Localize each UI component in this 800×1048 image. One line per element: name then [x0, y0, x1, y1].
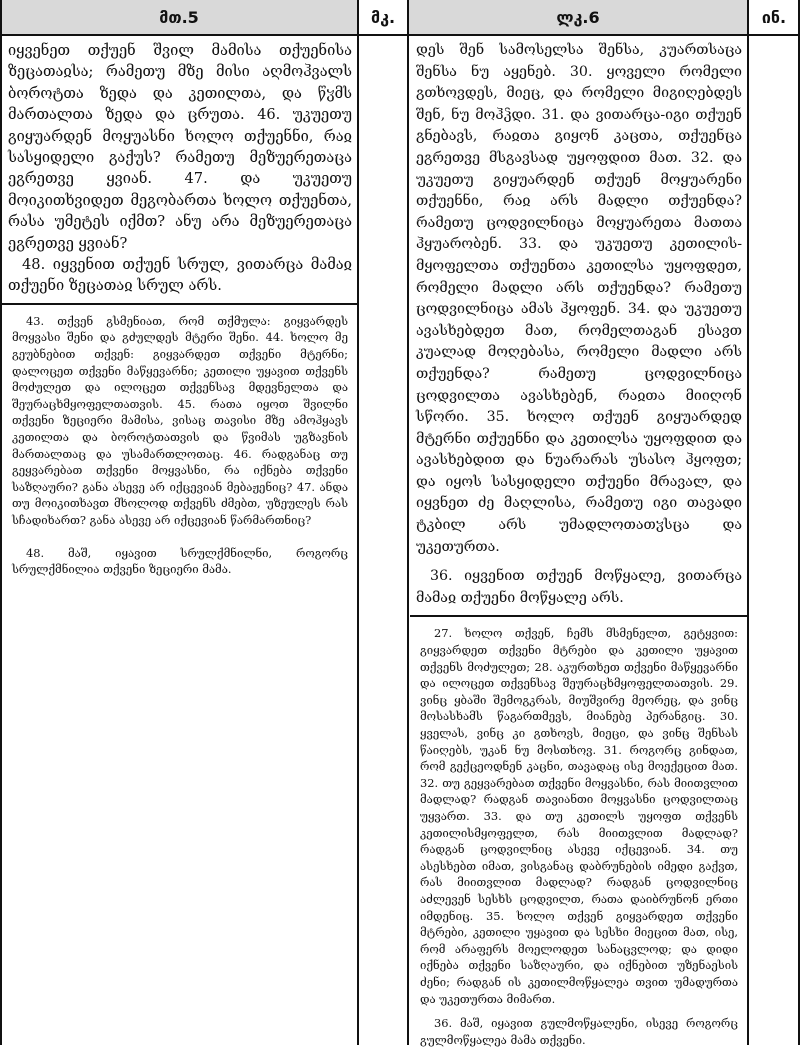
- matthew-column: [2, 36, 358, 578]
- left-column-reference: მკ.: [370, 7, 396, 27]
- matthew-old-verse-48: 48. იყვენით თქუენ სრულ, ვითარცა მამაჲ თქუენი ზეცათაჲ სრულ არს.: [8, 256, 352, 295]
- column-divider-2: [407, 0, 409, 1045]
- left-column-title: მთ.5: [0, 0, 358, 34]
- matthew-old-text: იყვენეთ თქუენ შვილ მამისა თქუენისა ზეცათაჲსა; რამეთუ მზე მისი აღმოჰვალს ბოროტთა ზედა და კეთილთა, და წჳმს მართალთა ზედა და ცრუთა. 46. უკუეთუ გიყუარდენ მოყუასნი ხოლო თქუენნი, რაჲ სასყიდელი გაქუს? რამეთუ მეზუერეთაცა ეგრეთვე ყვიან. 47. და უკუეთუ მოიკითხვიდეთ მეგობართა ხოლო თქუენთა, რასა უმეტეს იქმთ? ანუ არა მეზუერეთაცა ეგრეთვე ყვიან?: [8, 42, 352, 252]
- right-column-reference: ინ.: [761, 7, 787, 27]
- matthew-section-rule: [2, 303, 358, 305]
- column-header-row: [0, 0, 800, 36]
- luke-old-verse-36: 36. იყვენით თქუენ მოწყალე, ვითარცა მამაჲ თქუენი მოწყალე არს.: [416, 568, 742, 606]
- luke-modern-text: 27. ხოლო თქვენ, ჩემს მსმენელთ, გეტყვით: გიყვარდეთ თქვენი მტრები და კეთილი უყავით თქვენს მოძულეთ; 28. აკურთხეთ თქვენი მაწყევარნი და ილოცეთ თქვენსავ შეურაცხმყოფელთათვის. 29. ვინც ყბაში შემოგკრას, მიუშვირე მეორეც, და ვინც მოსასხამს წაგართმევს, მიანებე პერანგიც. 30. ყველას, ვინც კი გთხოვს, მიეცი, და ვინც შენსას წაიღებს, უკან ნუ მოსთხოვ. 31. როგორც გინდათ, რომ გექცეოდნენ კაცნი, თავადაც ისე მოექეცით მათ. 32. თუ გეყვარებათ თქვენი მოყვასნი, რას მიითვლით მადლად? რადგან თავიანთი მოყვასნი ცოდვილთაც უყვართ. 33. და თუ კეთილს უყოფთ თქვენს კეთილისმყოფელთ, რას მიითვლით მადლად? რადგან ცოდვილნიც ასევე იქცევიან. 34. თუ ასესხებთ იმათ, ვისგანაც დაბრუნების იმედი გაქვთ, რას მიითვლით მადლად? რადგან ცოდვილნიც აძლევენ სესხს ცოდვილთ, რათა დაიბრუნონ ერთი იმდენიც. 35. ხოლო თქვენ გიყვარდეთ თქვენი მტრები, კეთილი უყავით და სესხი მიეცით მათ, ისე, რომ არაფერს მოელოდეთ სანაცვლოდ; და დიდი იქნება თქვენი საზღაური, და იქნებით უზენაესის ძენი; რადგან ის კეთილმოწყალეა თვით უმადურთა და უკეთურთა მიმართ.: [420, 626, 738, 1006]
- luke-modern-verse-36: 36. მაშ, იყავით გულმოწყალენი, ისევე როგორც გულმოწყალეა მამა თქვენი.: [420, 1016, 738, 1047]
- luke-column: [410, 36, 748, 1048]
- luke-old-text: დეს შენ სამოსელსა შენსა, კუართსაცა შენსა ნუ აყენებ. 30. ყოველი რომელი გთხოვდეს, მიეც, და რომელი მიგიღებდეს შენ, ნუ მოჰჴდი. 31. და ვითარცა-იგი თქუენ გნებავს, რაჲთა გიყონ კაცთა, თქუენცა ეგრეთვე მსგავსად უყოფდით მათ. 32. და უკუეთუ გიყუარდენ თქუენ მოყუარენი თქუენნი, რაჲ არს მადლი თქუენდა? რამეთუ ცოდვილნიცა მოყუარეთა მათთა ჰყუარობენ. 33. და უკუეთუ კეთილის-მყოფელთა თქუენთა კეთილსა უყოფდეთ, რომელი მადლი არს თქუენდა? რამეთუ ცოდვილნიცა ამას ჰყოფენ. 34. და უკუეთუ ავასხებდეთ მათ, რომელთაგან ესავთ კუალად მოღებასა, რომელი მადლი არს თქუენდა? რამეთუ ცოდვილნიცა ცოდვილთა ავასხებენ, რაჲთა მიიღონ სწორი. 35. ხოლო თქუენ გიყუარდედ მტერნი თქუენნი და კეთილსა უყოფდით და ავასხებდით და ნუარარას უსასო ჰყოფთ; და იყოს სასყიდელი თქუენი მრავალ, და იყვნეთ ძე მაღლისა, რამეთუ იგი თავადი ტკბილ არს უმადლოთათჳსცა და უკეთურთა.: [416, 42, 742, 555]
- right-column-title: ლკ.6: [408, 0, 748, 34]
- matthew-modern-text: 43. თქვენ გსმენიათ, რომ თქმულა: გიყვარდეს მოყვასი შენი და გძულდეს მტერი შენი. 44. ხოლო მე გეუბნებით თქვენ: გიყვარდეთ თქვენი მტერნი; დალოცეთ თქვენი მაწყევარნი; კეთილი უყავით თქვენს მოძულეთ და ილოცეთ თქვენსავ მდევნელთა და შეურაცხმყოფელთათვის. 45. რათა იყოთ შვილნი თქვენი ზეციერი მამისა, ვისაც თავისი მზე ამოჰყავს კეთილთა და ბოროტთათვის და წვიმას უგზავნის მართალთაც და უსამართლოთაც. 46. რადგანაც თუ გეყვარებათ თქვენი მოყვასნი, რა იქნება თქვენი საზღაური? განა ასევე არ იქცევიან მებაჟენიც? 47. ანდა თუ მოიკითხავთ მხოლოდ თქვენს ძმებთ, უზეულეს რას სჩადიხართ? განა ასევე არ იქცევიან წარმართნიც?: [12, 313, 348, 527]
- matthew-modern-verse-48: 48. მაშ, იყავით სრულქმნილნი, როგორც სრულქმნილია თქვენი ზეციერი მამა.: [12, 545, 348, 577]
- luke-section-rule: [410, 615, 748, 617]
